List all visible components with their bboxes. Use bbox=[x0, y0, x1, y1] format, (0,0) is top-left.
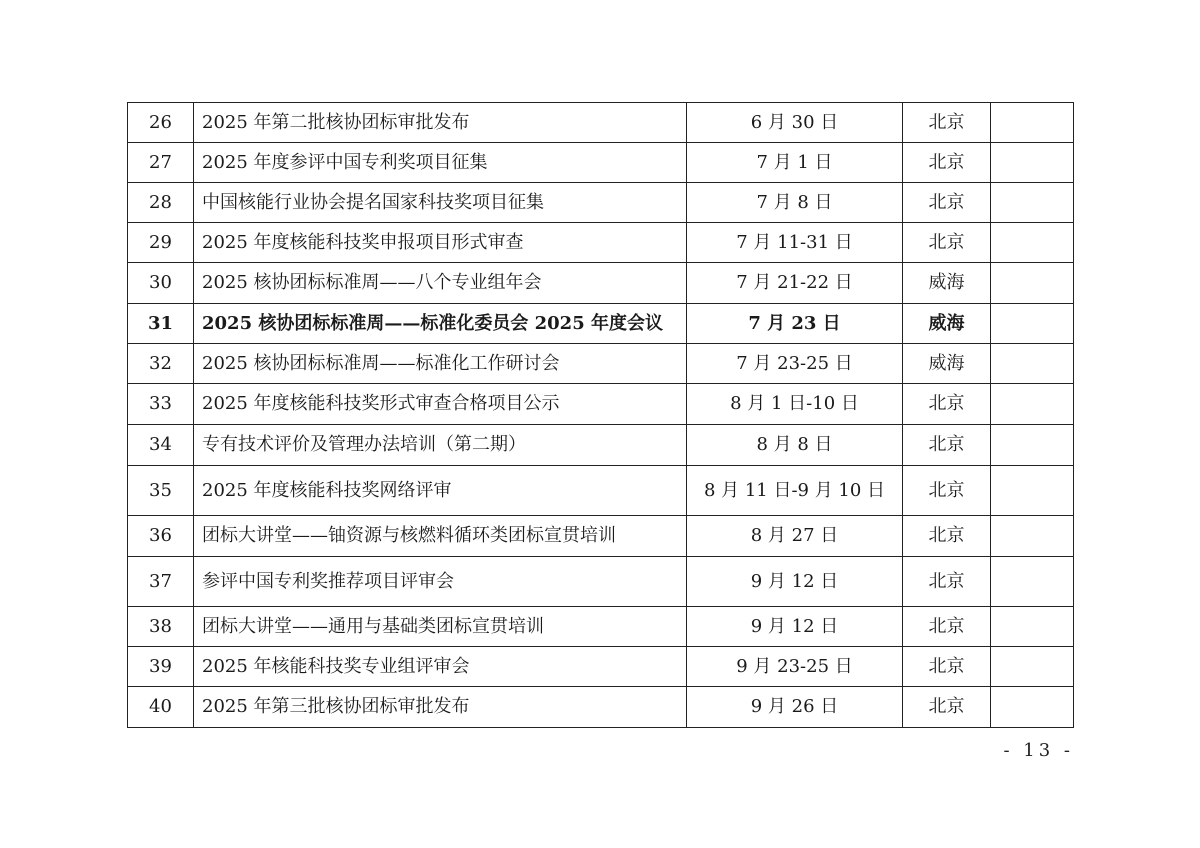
table-row bbox=[128, 344, 1074, 384]
event-name: 2025 年第二批核协团标审批发布 bbox=[194, 103, 687, 143]
event-note bbox=[991, 516, 1074, 557]
event-location: 北京 bbox=[903, 425, 991, 466]
event-note bbox=[991, 647, 1074, 687]
event-name: 团标大讲堂——通用与基础类团标宣贯培训 bbox=[194, 607, 687, 647]
event-location: 北京 bbox=[903, 143, 991, 183]
row-number: 40 bbox=[128, 687, 194, 728]
event-note bbox=[991, 223, 1074, 263]
event-location: 北京 bbox=[903, 384, 991, 425]
table-row bbox=[128, 223, 1074, 263]
event-location: 北京 bbox=[903, 103, 991, 143]
event-date: 9 月 26 日 bbox=[687, 687, 903, 728]
event-name: 2025 年第三批核协团标审批发布 bbox=[194, 687, 687, 728]
table-row bbox=[128, 687, 1074, 728]
event-date: 7 月 1 日 bbox=[687, 143, 903, 183]
table-row bbox=[128, 516, 1074, 557]
event-name: 2025 年度核能科技奖网络评审 bbox=[194, 466, 687, 516]
row-number: 39 bbox=[128, 647, 194, 687]
event-date: 9 月 12 日 bbox=[687, 607, 903, 647]
event-note bbox=[991, 466, 1074, 516]
event-note bbox=[991, 344, 1074, 384]
event-note bbox=[991, 304, 1074, 344]
row-number: 31 bbox=[128, 304, 194, 344]
event-note bbox=[991, 425, 1074, 466]
row-number: 27 bbox=[128, 143, 194, 183]
event-name: 2025 年度核能科技奖申报项目形式审查 bbox=[194, 223, 687, 263]
event-name: 专有技术评价及管理办法培训（第二期） bbox=[194, 425, 687, 466]
row-number: 38 bbox=[128, 607, 194, 647]
row-number: 36 bbox=[128, 516, 194, 557]
row-number: 26 bbox=[128, 103, 194, 143]
event-note bbox=[991, 263, 1074, 304]
event-note bbox=[991, 103, 1074, 143]
event-name: 2025 年度核能科技奖形式审查合格项目公示 bbox=[194, 384, 687, 425]
event-location: 北京 bbox=[903, 466, 991, 516]
row-number: 35 bbox=[128, 466, 194, 516]
event-location: 威海 bbox=[903, 304, 991, 344]
event-location: 北京 bbox=[903, 223, 991, 263]
table-row bbox=[128, 607, 1074, 647]
event-name: 2025 年核能科技奖专业组评审会 bbox=[194, 647, 687, 687]
schedule-table-body bbox=[128, 103, 1074, 728]
table-row bbox=[128, 425, 1074, 466]
table-row bbox=[128, 466, 1074, 516]
event-name: 团标大讲堂——铀资源与核燃料循环类团标宣贯培训 bbox=[194, 516, 687, 557]
event-date: 7 月 21-22 日 bbox=[687, 263, 903, 304]
event-date: 6 月 30 日 bbox=[687, 103, 903, 143]
event-date: 7 月 23-25 日 bbox=[687, 344, 903, 384]
row-number: 32 bbox=[128, 344, 194, 384]
event-date: 7 月 8 日 bbox=[687, 183, 903, 223]
event-date: 9 月 12 日 bbox=[687, 557, 903, 607]
event-location: 北京 bbox=[903, 516, 991, 557]
event-name: 参评中国专利奖推荐项目评审会 bbox=[194, 557, 687, 607]
event-date: 7 月 23 日 bbox=[687, 304, 903, 344]
event-location: 威海 bbox=[903, 263, 991, 304]
row-number: 29 bbox=[128, 223, 194, 263]
event-name: 2025 年度参评中国专利奖项目征集 bbox=[194, 143, 687, 183]
event-note bbox=[991, 183, 1074, 223]
table-row bbox=[128, 304, 1074, 344]
event-date: 7 月 11-31 日 bbox=[687, 223, 903, 263]
row-number: 30 bbox=[128, 263, 194, 304]
event-name: 2025 核协团标标准周——标准化工作研讨会 bbox=[194, 344, 687, 384]
schedule-table bbox=[127, 102, 1074, 728]
event-location: 北京 bbox=[903, 183, 991, 223]
event-note bbox=[991, 384, 1074, 425]
table-row bbox=[128, 647, 1074, 687]
page-number: - 13 - bbox=[1003, 740, 1074, 761]
table-row bbox=[128, 103, 1074, 143]
row-number: 34 bbox=[128, 425, 194, 466]
event-location: 威海 bbox=[903, 344, 991, 384]
table-row bbox=[128, 143, 1074, 183]
table-row bbox=[128, 557, 1074, 607]
event-name: 中国核能行业协会提名国家科技奖项目征集 bbox=[194, 183, 687, 223]
row-number: 37 bbox=[128, 557, 194, 607]
event-date: 8 月 8 日 bbox=[687, 425, 903, 466]
event-location: 北京 bbox=[903, 557, 991, 607]
event-location: 北京 bbox=[903, 687, 991, 728]
event-location: 北京 bbox=[903, 647, 991, 687]
event-note bbox=[991, 557, 1074, 607]
event-date: 8 月 11 日-9 月 10 日 bbox=[687, 466, 903, 516]
table-row bbox=[128, 263, 1074, 304]
event-name: 2025 核协团标标准周——标准化委员会 2025 年度会议 bbox=[194, 304, 687, 344]
event-note bbox=[991, 607, 1074, 647]
table-row bbox=[128, 384, 1074, 425]
event-location: 北京 bbox=[903, 607, 991, 647]
event-note bbox=[991, 143, 1074, 183]
event-note bbox=[991, 687, 1074, 728]
event-date: 9 月 23-25 日 bbox=[687, 647, 903, 687]
table-row bbox=[128, 183, 1074, 223]
event-date: 8 月 1 日-10 日 bbox=[687, 384, 903, 425]
event-date: 8 月 27 日 bbox=[687, 516, 903, 557]
event-name: 2025 核协团标标准周——八个专业组年会 bbox=[194, 263, 687, 304]
row-number: 33 bbox=[128, 384, 194, 425]
row-number: 28 bbox=[128, 183, 194, 223]
